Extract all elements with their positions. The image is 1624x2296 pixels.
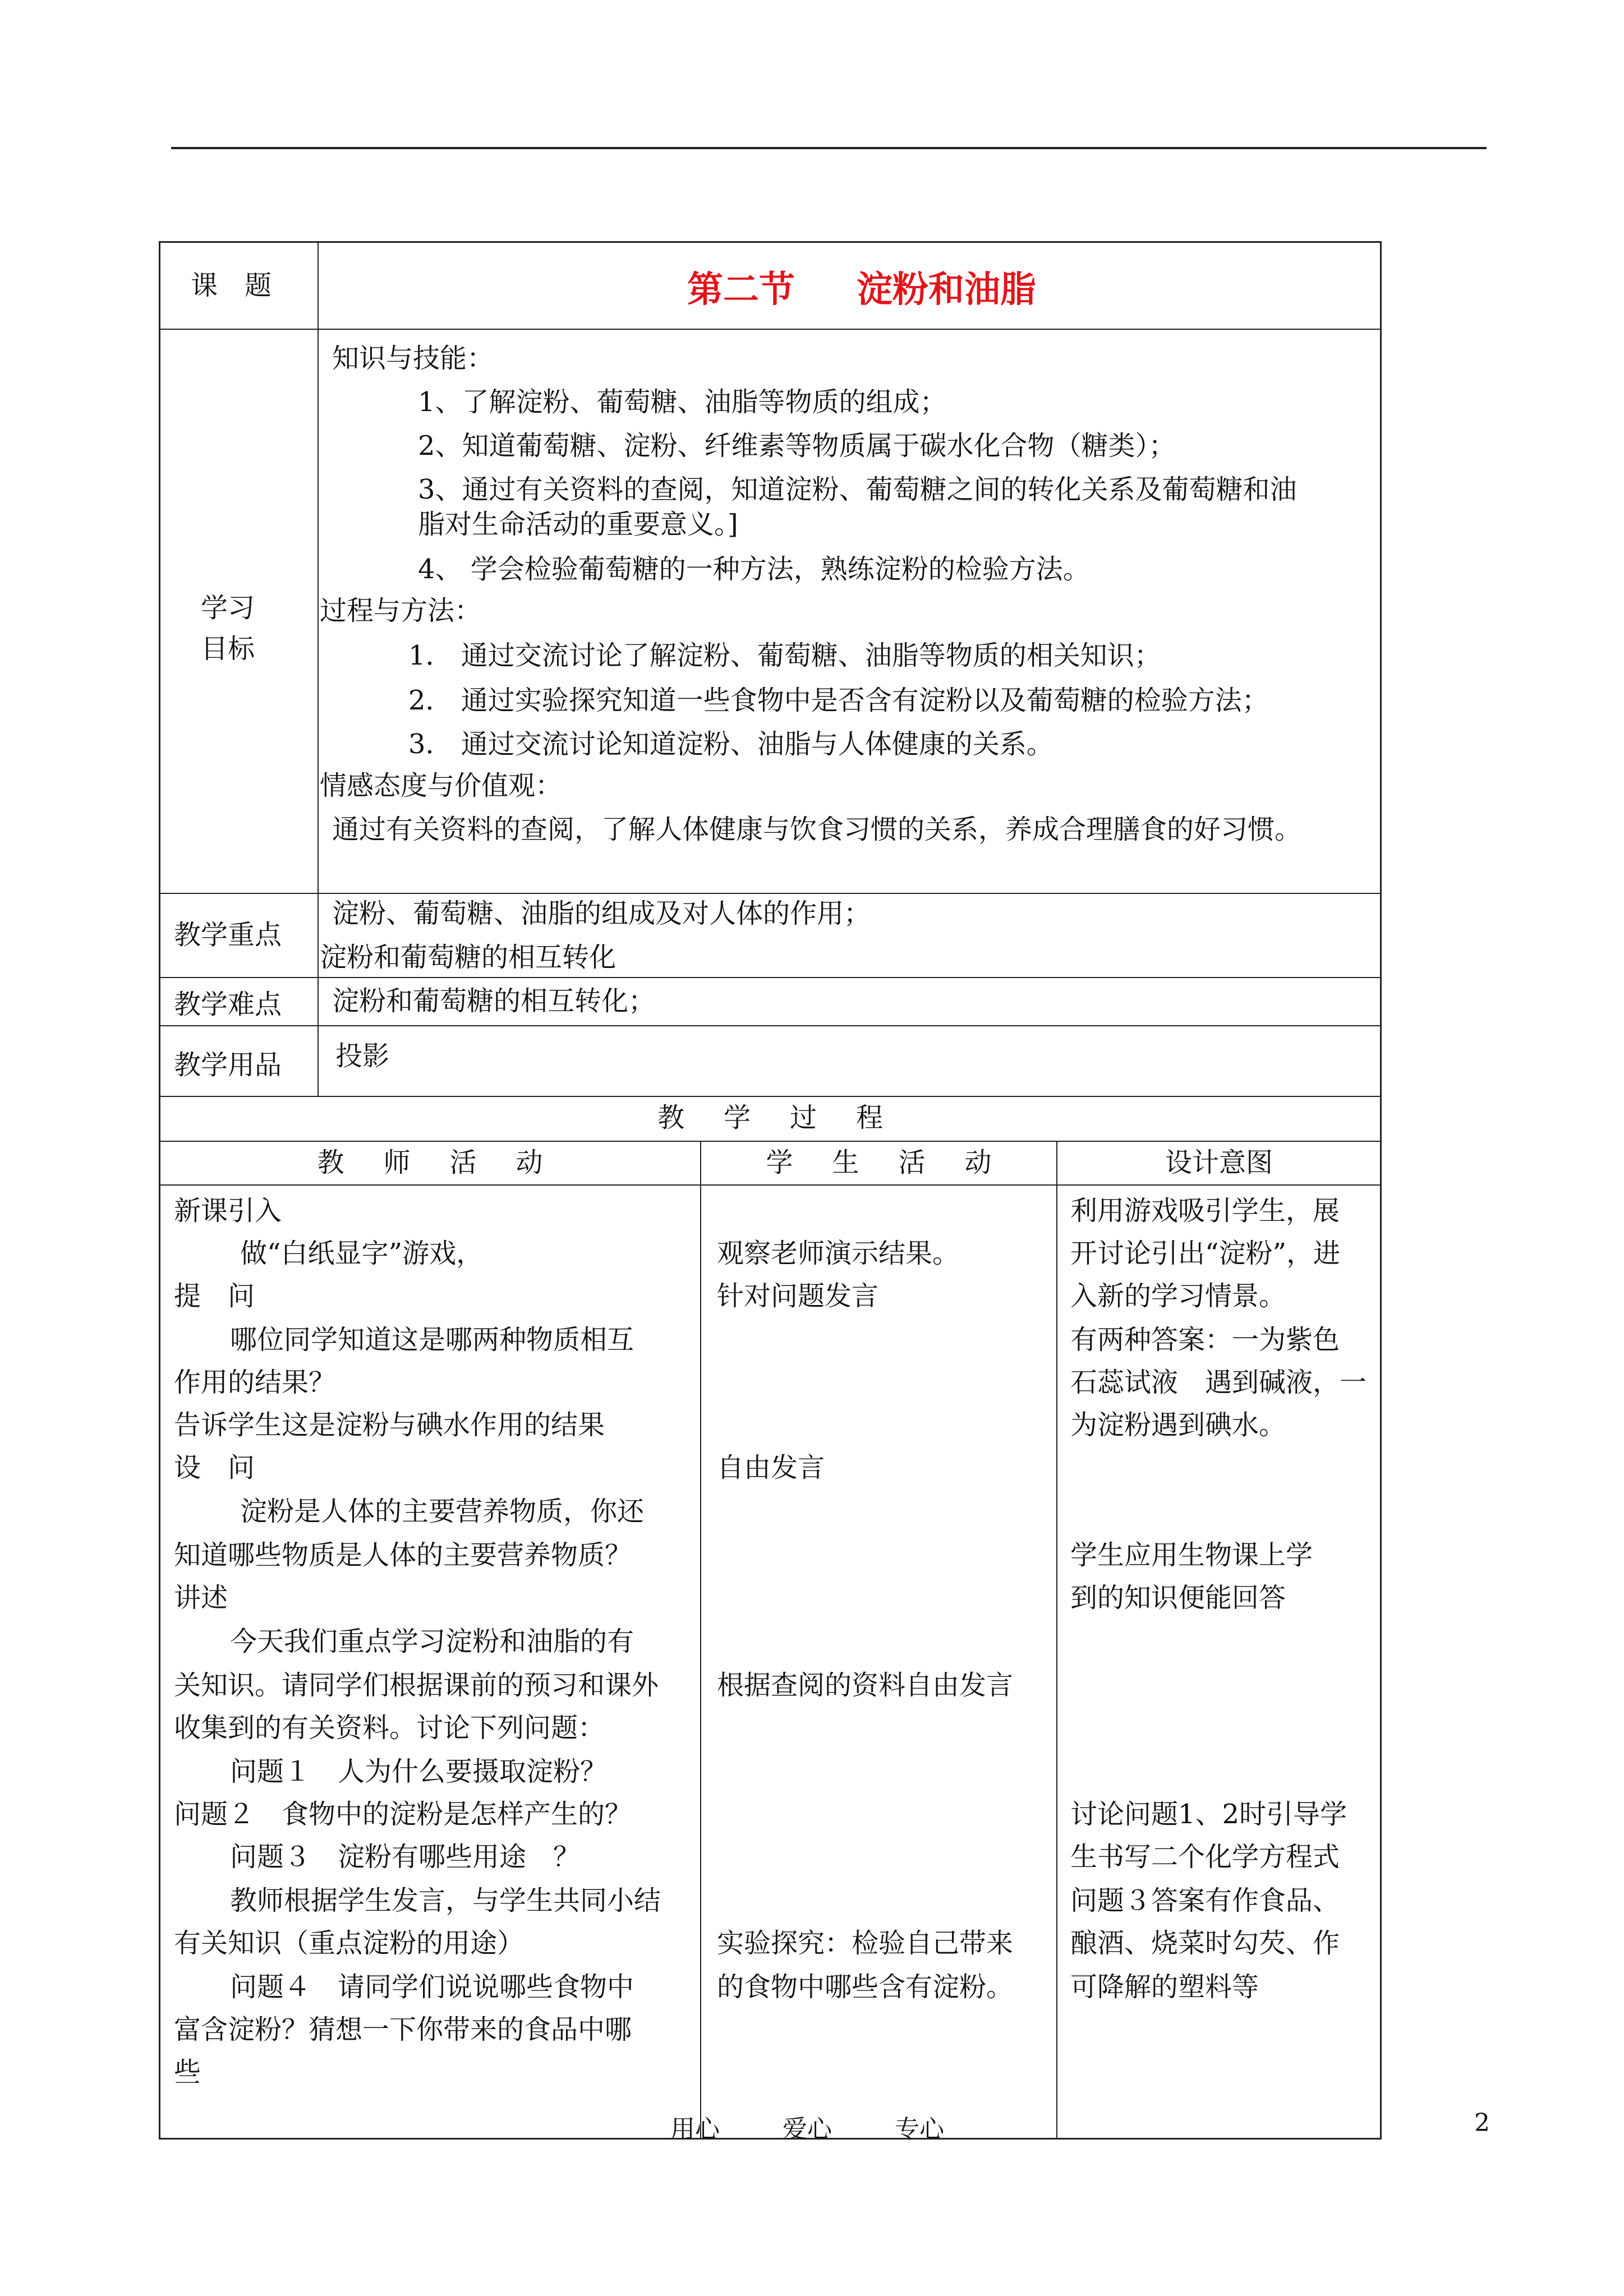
intent-line: 利用游戏吸引学生，展	[1070, 1195, 1340, 1227]
objective-line: 3、通过有关资料的查阅，知道淀粉、葡萄糖之间的转化关系及葡萄糖和油	[418, 474, 1297, 505]
materials-content-cell	[318, 1025, 1382, 1097]
teacher-line: 哪位同学知道这是哪两种物质相互	[230, 1324, 634, 1356]
teacher-line: 些	[174, 2057, 201, 2088]
objective-line: 4、 学会检验葡萄糖的一种方法，熟练淀粉的检验方法。	[418, 554, 1090, 585]
teacher-line: 问题２ 食物中的淀粉是怎样产生的？	[174, 1799, 632, 1830]
teacher-line: 问题３ 淀粉有哪些用途 ？	[230, 1841, 581, 1873]
intent-line: 酿酒、烧菜时勾芡、作	[1070, 1928, 1340, 1959]
intent-line: 学生应用生物课上学	[1070, 1539, 1313, 1571]
objectives-label-1: 学习	[201, 592, 255, 624]
intent-line: 为淀粉遇到碘水。	[1070, 1409, 1286, 1441]
teacher-line: 问题４ 请同学们说说哪些食物中	[230, 1971, 634, 2003]
intent-col-header: 设计意图	[1165, 1147, 1273, 1178]
objective-line: 2、知道葡萄糖、淀粉、纤维素等物质属于碳水化合物（糖类）；	[418, 430, 1176, 462]
intent-line: 可降解的塑料等	[1070, 1971, 1259, 2003]
teacher-col-header: 教师活动	[317, 1147, 582, 1178]
intent-line: 到的知识便能回答	[1070, 1582, 1286, 1613]
difficulties-text: 淀粉和葡萄糖的相互转化；	[332, 985, 656, 1017]
teacher-line: 提 问	[174, 1280, 255, 1312]
student-line: 的食物中哪些含有淀粉。	[717, 1971, 1014, 2003]
title-subject: 淀粉和油脂	[857, 269, 1036, 311]
intent-line: 生书写二个化学方程式	[1070, 1841, 1340, 1873]
keypoint-line: 淀粉和葡萄糖的相互转化	[320, 942, 617, 973]
teacher-line: 作用的结果？	[174, 1367, 336, 1398]
footer-word-1: 用心	[670, 2115, 720, 2143]
objective-line: 1． 通过交流讨论了解淀粉、葡萄糖、油脂等物质的相关知识；	[408, 640, 1161, 671]
intent-line: 石蕊试液 遇到碱液，一	[1070, 1367, 1367, 1398]
page-title	[687, 261, 1036, 312]
topic-label: 课 题	[191, 270, 272, 301]
title-section: 第二节	[687, 269, 795, 311]
teacher-line: 淀粉是人体的主要营养物质，你还	[240, 1496, 645, 1527]
teacher-line: 做“白纸显字”游戏，	[240, 1238, 484, 1269]
header-rule	[171, 147, 1487, 149]
objective-line: 1、了解淀粉、葡萄糖、油脂等物质的组成；	[418, 386, 947, 418]
student-line: 根据查阅的资料自由发言	[717, 1670, 1014, 1701]
student-line: 实验探究：检验自己带来	[717, 1928, 1014, 1959]
page-number: 2	[1474, 2109, 1490, 2137]
teacher-line: 问题１ 人为什么要摄取淀粉？	[230, 1756, 608, 1787]
student-line: 自由发言	[717, 1452, 825, 1483]
intent-line: 问题３答案有作食品、	[1070, 1885, 1340, 1916]
teacher-line: 告诉学生这是淀粉与碘水作用的结果	[174, 1409, 605, 1441]
objective-line: 3． 通过交流讨论知道淀粉、油脂与人体健康的关系。	[408, 729, 1053, 760]
teacher-line: 收集到的有关资料。讨论下列问题：	[174, 1712, 605, 1744]
intent-line: 开讨论引出“淀粉”，进	[1070, 1238, 1341, 1269]
objective-line: 2． 通过实验探究知道一些食物中是否含有淀粉以及葡萄糖的检验方法；	[408, 685, 1269, 716]
materials-text: 投影	[335, 1040, 390, 1072]
objective-line: 通过有关资料的查阅，了解人体健康与饮食习惯的关系，养成合理膳食的好习惯。	[332, 814, 1302, 845]
objective-line: 知识与技能：	[332, 343, 494, 374]
teacher-line: 讲述	[174, 1582, 228, 1613]
objective-line: 脂对生命活动的重要意义。]	[418, 509, 738, 540]
keypoints-label: 教学重点	[174, 919, 282, 951]
intent-line: 有两种答案：一为紫色	[1070, 1324, 1340, 1356]
intent-line: 讨论问题1、2时引导学	[1070, 1799, 1347, 1830]
student-line: 针对问题发言	[717, 1280, 879, 1312]
student-line: 观察老师演示结果。	[717, 1238, 960, 1269]
footer-word-3: 专心	[895, 2115, 944, 2143]
teacher-line: 关知识。请同学们根据课前的预习和课外	[174, 1670, 659, 1701]
materials-label: 教学用品	[174, 1049, 282, 1081]
footer-word-2: 爱心	[783, 2115, 832, 2143]
keypoint-line: 淀粉、葡萄糖、油脂的组成及对人体的作用；	[332, 898, 871, 929]
intent-line: 入新的学习情景。	[1070, 1280, 1286, 1312]
objective-line: 情感态度与价值观：	[320, 770, 563, 801]
teacher-line: 教师根据学生发言，与学生共同小结	[230, 1885, 661, 1916]
difficulties-label: 教学难点	[174, 989, 282, 1020]
process-header: 教学过程	[657, 1102, 922, 1133]
objective-line: 过程与方法：	[320, 595, 482, 626]
teacher-line: 富含淀粉？猜想一下你带来的食品中哪	[174, 2014, 632, 2045]
teacher-line: 知道哪些物质是人体的主要营养物质？	[174, 1539, 632, 1571]
student-col-header: 学生活动	[766, 1147, 1031, 1178]
teacher-line: 设 问	[174, 1452, 255, 1483]
teacher-line: 有关知识（重点淀粉的用途）	[174, 1928, 525, 1959]
objectives-label-2: 目标	[201, 633, 255, 665]
teacher-line: 今天我们重点学习淀粉和油脂的有	[230, 1626, 634, 1657]
teacher-line: 新课引入	[174, 1195, 282, 1227]
